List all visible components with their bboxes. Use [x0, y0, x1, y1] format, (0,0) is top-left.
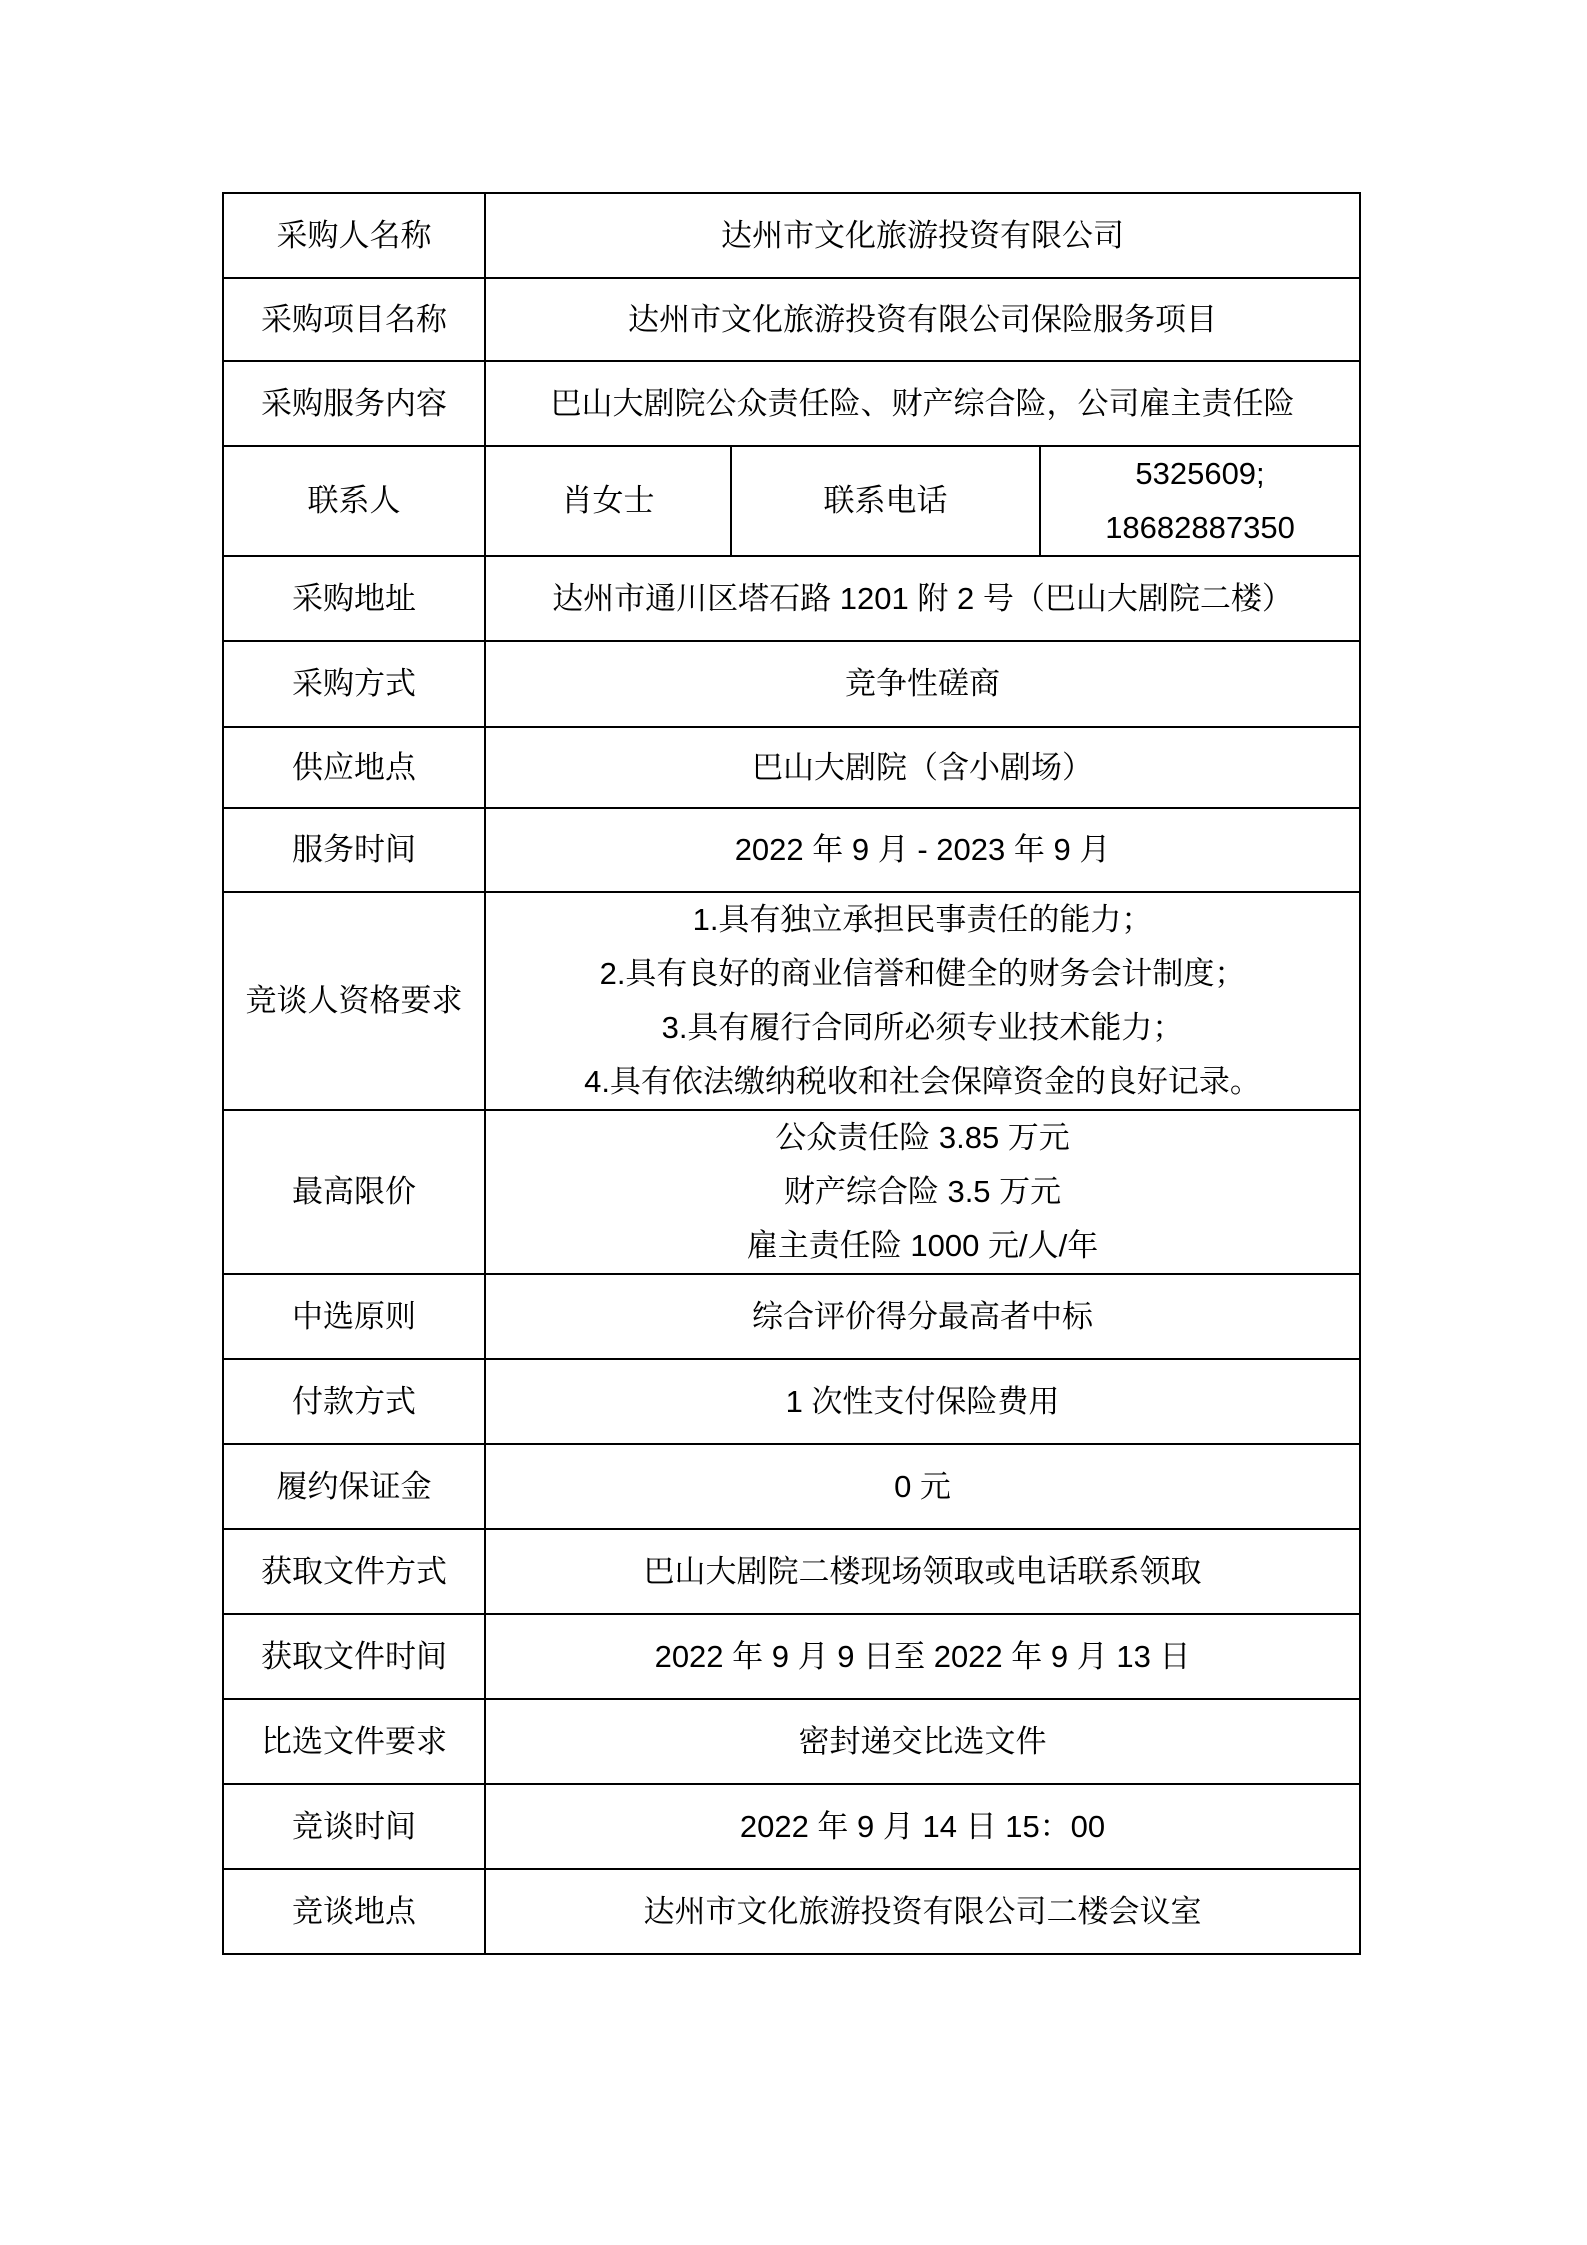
project-name-value: 达州市文化旅游投资有限公司保险服务项目	[485, 278, 1360, 361]
table-row	[223, 727, 1360, 808]
negotiation-time-label: 竞谈时间	[223, 1784, 485, 1869]
purchaser-name-value: 达州市文化旅游投资有限公司	[485, 193, 1360, 278]
selection-principle-value: 综合评价得分最高者中标	[485, 1274, 1360, 1359]
bid-doc-requirement-value: 密封递交比选文件	[485, 1699, 1360, 1784]
service-period-value: 2022 年 9 月 - 2023 年 9 月	[485, 808, 1360, 892]
supply-location-label: 供应地点	[223, 727, 485, 808]
project-name-label: 采购项目名称	[223, 278, 485, 361]
negotiation-location-label: 竞谈地点	[223, 1869, 485, 1954]
negotiation-location-value: 达州市文化旅游投资有限公司二楼会议室	[485, 1869, 1360, 1954]
service-period-label: 服务时间	[223, 808, 485, 892]
purchaser-name-label: 采购人名称	[223, 193, 485, 278]
qualification-label: 竞谈人资格要求	[223, 892, 485, 1110]
performance-bond-label: 履约保证金	[223, 1444, 485, 1529]
contact-person-value: 肖女士	[485, 446, 731, 556]
contact-phone-line1: 5325609;	[1135, 456, 1265, 491]
max-price-label: 最高限价	[223, 1110, 485, 1274]
table-row	[223, 1529, 1360, 1614]
table-row	[223, 361, 1360, 446]
table-row	[223, 278, 1360, 361]
doc-pickup-method-value: 巴山大剧院二楼现场领取或电话联系领取	[485, 1529, 1360, 1614]
table-row	[223, 892, 1360, 1110]
contact-phone-value	[1040, 446, 1360, 556]
doc-pickup-time-value: 2022 年 9 月 9 日至 2022 年 9 月 13 日	[485, 1614, 1360, 1699]
purchase-method-value: 竞争性磋商	[485, 641, 1360, 727]
max-price-line-3: 雇主责任险 1000 元/人/年	[746, 1228, 1099, 1263]
max-price-line-1: 公众责任险 3.85 万元	[775, 1120, 1070, 1155]
purchase-address-value: 达州市通川区塔石路 1201 附 2 号（巴山大剧院二楼）	[485, 556, 1360, 641]
table-row	[223, 1444, 1360, 1529]
qualification-item-4: 4.具有依法缴纳税收和社会保障资金的良好记录。	[584, 1064, 1261, 1099]
service-content-label: 采购服务内容	[223, 361, 485, 446]
bid-doc-requirement-label: 比选文件要求	[223, 1699, 485, 1784]
table-row	[223, 1699, 1360, 1784]
performance-bond-value: 0 元	[485, 1444, 1360, 1529]
table-row	[223, 1614, 1360, 1699]
supply-location-value: 巴山大剧院（含小剧场）	[485, 727, 1360, 808]
table-row	[223, 808, 1360, 892]
purchase-method-label: 采购方式	[223, 641, 485, 727]
table-row	[223, 1784, 1360, 1869]
contact-phone-label: 联系电话	[731, 446, 1040, 556]
purchase-address-label: 采购地址	[223, 556, 485, 641]
negotiation-time-value: 2022 年 9 月 14 日 15：00	[485, 1784, 1360, 1869]
max-price-line-2: 财产综合险 3.5 万元	[783, 1174, 1062, 1209]
table-row	[223, 556, 1360, 641]
doc-pickup-time-label: 获取文件时间	[223, 1614, 485, 1699]
contact-person-label: 联系人	[223, 446, 485, 556]
qualification-item-1: 1.具有独立承担民事责任的能力；	[692, 902, 1153, 937]
max-price-value	[485, 1110, 1360, 1274]
table-row	[223, 1274, 1360, 1359]
table-row	[223, 1359, 1360, 1444]
table-row	[223, 446, 1360, 556]
selection-principle-label: 中选原则	[223, 1274, 485, 1359]
service-content-value: 巴山大剧院公众责任险、财产综合险，公司雇主责任险	[485, 361, 1360, 446]
qualification-item-3: 3.具有履行合同所必须专业技术能力；	[661, 1010, 1184, 1045]
table-row	[223, 1869, 1360, 1954]
procurement-info-table	[222, 192, 1361, 1955]
payment-method-label: 付款方式	[223, 1359, 485, 1444]
table-row	[223, 193, 1360, 278]
payment-method-value: 1 次性支付保险费用	[485, 1359, 1360, 1444]
contact-phone-line2: 18682887350	[1105, 510, 1295, 545]
doc-pickup-method-label: 获取文件方式	[223, 1529, 485, 1614]
qualification-item-2: 2.具有良好的商业信誉和健全的财务会计制度；	[599, 956, 1246, 991]
qualification-value	[485, 892, 1360, 1110]
table-row	[223, 1110, 1360, 1274]
table-row	[223, 641, 1360, 727]
